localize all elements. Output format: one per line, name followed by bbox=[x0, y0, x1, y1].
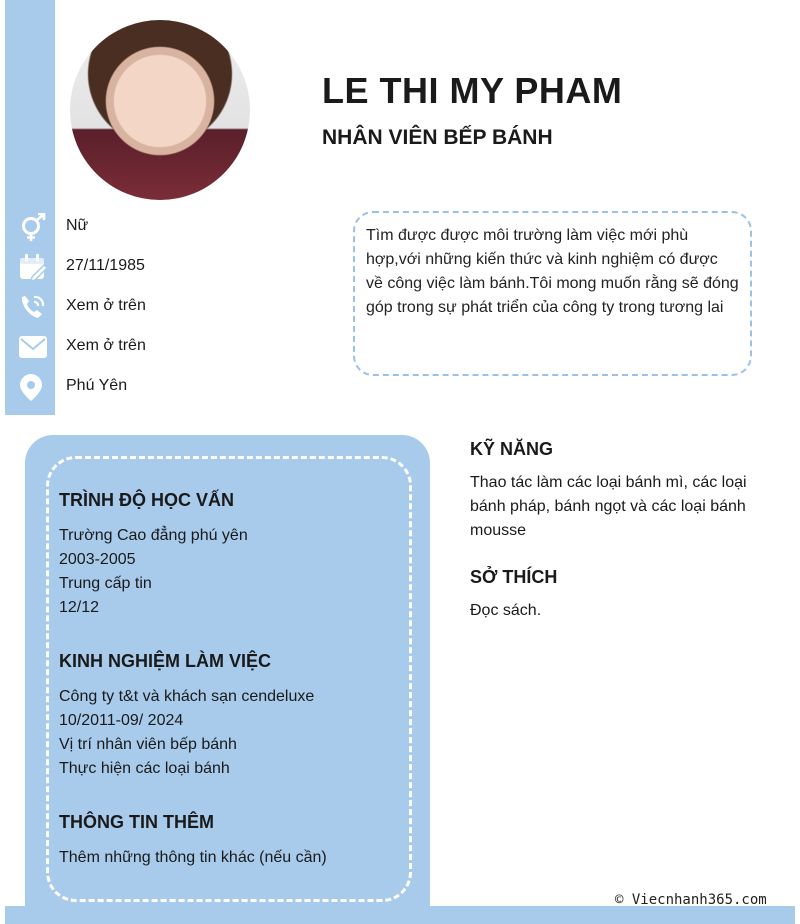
education-line: Trung cấp tin bbox=[59, 575, 152, 592]
extra-info-line: Thêm những thông tin khác (nếu cần) bbox=[59, 849, 327, 866]
skills-text: Thao tác làm các loại bánh mì, các loại bánh pháp, bánh ngọt và các loại bánh mousse bbox=[470, 474, 747, 539]
candidate-name: LE THI MY PHAM bbox=[322, 70, 623, 111]
experience-line: 10/2011-09/ 2024 bbox=[59, 712, 184, 729]
education-line: 12/12 bbox=[59, 599, 100, 616]
contact-address bbox=[0, 367, 300, 407]
location-icon bbox=[18, 373, 48, 401]
gender-icon bbox=[18, 213, 48, 241]
gender-value: Nữ bbox=[66, 217, 89, 234]
contact-email bbox=[0, 327, 300, 367]
education-line: Trường Cao đẳng phú yên bbox=[59, 527, 248, 544]
birthdate-value: 27/11/1985 bbox=[66, 257, 145, 274]
experience-line: Thực hiện các loại bánh bbox=[59, 760, 230, 777]
avatar bbox=[70, 20, 250, 200]
footer-watermark: © Viecnhanh365.com bbox=[615, 892, 767, 908]
email-value: Xem ở trên bbox=[66, 337, 146, 354]
contact-phone bbox=[0, 287, 300, 327]
hobbies-text: Đọc sách. bbox=[470, 602, 542, 619]
career-objective: Tìm được được môi trường làm việc mới phù hợp,với những kiến thức và kinh nghiệm có được về công việc làm bánh.Tôi mong muốn rằng sẽ đóng góp trong sự phát triển của công ty trong tương lai bbox=[353, 211, 752, 376]
address-value: Phú Yên bbox=[66, 377, 128, 394]
phone-value: Xem ở trên bbox=[66, 297, 146, 314]
hobbies-heading: SỞ THÍCH bbox=[470, 567, 558, 587]
phone-icon bbox=[18, 293, 48, 321]
skills-heading: KỸ NĂNG bbox=[470, 439, 554, 459]
left-panel-dashed-frame bbox=[46, 456, 412, 902]
education-heading: TRÌNH ĐỘ HỌC VẤN bbox=[59, 490, 234, 510]
extra-info-heading: THÔNG TIN THÊM bbox=[59, 812, 214, 832]
education-line: 2003-2005 bbox=[59, 551, 136, 568]
contact-gender bbox=[0, 207, 300, 247]
experience-line: Công ty t&t và khách sạn cendeluxe bbox=[59, 688, 315, 705]
calendar-icon bbox=[18, 253, 48, 281]
email-icon bbox=[18, 333, 48, 361]
contact-birthdate bbox=[0, 247, 300, 287]
experience-heading: KINH NGHIỆM LÀM VIỆC bbox=[59, 651, 272, 671]
bottom-bar bbox=[5, 906, 795, 924]
job-title: NHÂN VIÊN BẾP BÁNH bbox=[322, 126, 553, 149]
experience-line: Vị trí nhân viên bếp bánh bbox=[59, 736, 237, 753]
